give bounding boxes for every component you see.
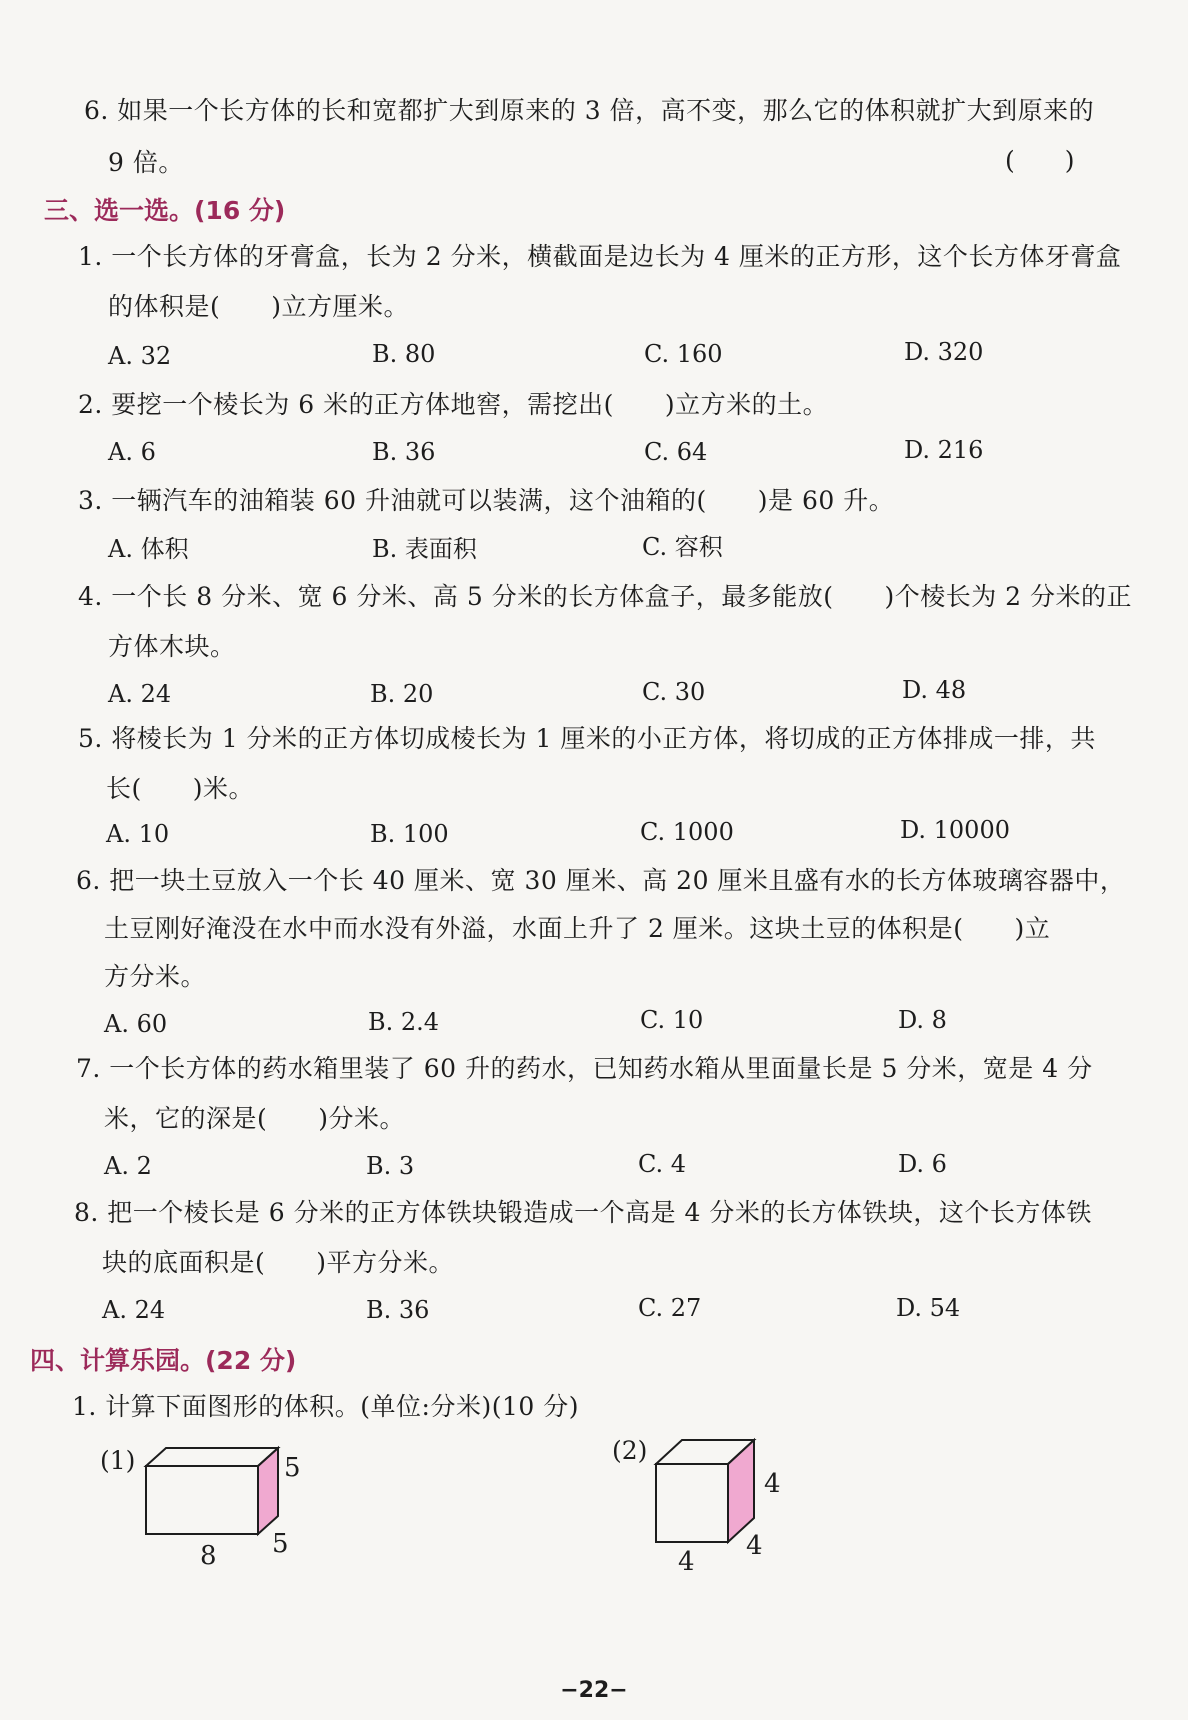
- s3-q8-option-d[interactable]: D. 54: [896, 1294, 961, 1322]
- s3-q7-option-c[interactable]: C. 4: [638, 1150, 687, 1178]
- s3-q3-option-a[interactable]: A. 体积: [108, 535, 189, 563]
- s4-q1-line: 1. 计算下面图形的体积。(单位:分米)(10 分): [72, 1392, 579, 1421]
- s3-q8-option-a[interactable]: A. 24: [102, 1296, 166, 1324]
- s3-q2-option-c[interactable]: C. 64: [644, 438, 708, 466]
- s3-q5-option-b[interactable]: B. 100: [370, 820, 449, 848]
- figure2-label: (2): [612, 1436, 648, 1465]
- s3-q5-option-c[interactable]: C. 1000: [640, 818, 734, 846]
- s3-q6-line3: 方分米。: [104, 962, 207, 991]
- s3-q2-line1: 2. 要挖一个棱长为 6 米的正方体地窖，需挖出( )立方米的土。: [78, 390, 829, 419]
- s3-q1-line1: 1. 一个长方体的牙膏盒，长为 2 分米，横截面是边长为 4 厘米的正方形，这个长方体牙膏盒: [78, 242, 1122, 271]
- q6-prev-line1: 6. 如果一个长方体的长和宽都扩大到原来的 3 倍，高不变，那么它的体积就扩大到原来的: [84, 96, 1095, 125]
- q6-prev-line2: 9 倍。: [108, 148, 184, 177]
- s3-q8-line1: 8. 把一个棱长是 6 分米的正方体铁块锻造成一个高是 4 分米的长方体铁块，这个长方体铁: [74, 1198, 1092, 1227]
- s3-q6-line2: 土豆刚好淹没在水中而水没有外溢，水面上升了 2 厘米。这块土豆的体积是( )立: [104, 914, 1051, 943]
- s3-q4-option-a[interactable]: A. 24: [108, 680, 172, 708]
- figure1-length-label: 8: [200, 1541, 217, 1571]
- s3-q5-option-a[interactable]: A. 10: [106, 820, 170, 848]
- s3-q7-option-b[interactable]: B. 3: [366, 1152, 415, 1180]
- s3-q3-option-b[interactable]: B. 表面积: [372, 535, 477, 563]
- s3-q6-option-a[interactable]: A. 60: [104, 1010, 168, 1038]
- s3-q1-option-b[interactable]: B. 80: [372, 340, 436, 368]
- s3-q8-option-c[interactable]: C. 27: [638, 1294, 702, 1322]
- s3-q1-option-c[interactable]: C. 160: [644, 340, 723, 368]
- s3-q7-line1: 7. 一个长方体的药水箱里装了 60 升的药水，已知药水箱从里面量长是 5 分米，宽是 4 分: [76, 1054, 1093, 1083]
- answer-paren[interactable]: ( ): [1005, 146, 1075, 175]
- figure1-width-label: 5: [272, 1529, 289, 1559]
- page-number: −22−: [560, 1678, 628, 1703]
- figure2-height-label: 4: [764, 1469, 781, 1499]
- figure2-width-label: 4: [746, 1531, 763, 1561]
- s3-q8-option-b[interactable]: B. 36: [366, 1296, 430, 1324]
- s3-q8-line2: 块的底面积是( )平方分米。: [102, 1248, 455, 1277]
- s3-q6-option-d[interactable]: D. 8: [898, 1006, 947, 1034]
- s3-q7-option-d[interactable]: D. 6: [898, 1150, 947, 1178]
- s3-q4-option-d[interactable]: D. 48: [902, 676, 967, 704]
- figure1-label: (1): [100, 1446, 136, 1475]
- s3-q2-option-b[interactable]: B. 36: [372, 438, 436, 466]
- s3-q6-line1: 6. 把一块土豆放入一个长 40 厘米、宽 30 厘米、高 20 厘米且盛有水的长方体玻璃容器中，: [76, 866, 1126, 895]
- s3-q6-option-b[interactable]: B. 2.4: [368, 1008, 440, 1036]
- s3-q4-option-c[interactable]: C. 30: [642, 678, 706, 706]
- s3-q2-option-a[interactable]: A. 6: [108, 438, 156, 466]
- s3-q5-line2: 长( )米。: [106, 774, 255, 803]
- figure2-labels: [652, 1436, 802, 1576]
- s3-q4-line2: 方体木块。: [108, 632, 236, 661]
- section4-title: 四、计算乐园。(22 分): [30, 1346, 297, 1375]
- s3-q3-option-c[interactable]: C. 容积: [642, 533, 723, 561]
- s3-q1-option-d[interactable]: D. 320: [904, 338, 984, 366]
- s3-q7-line2: 米，它的深是( )分米。: [104, 1104, 406, 1133]
- s3-q4-option-b[interactable]: B. 20: [370, 680, 434, 708]
- s3-q7-option-a[interactable]: A. 2: [104, 1152, 152, 1180]
- s3-q2-option-d[interactable]: D. 216: [904, 436, 984, 464]
- s3-q5-option-d[interactable]: D. 10000: [900, 816, 1010, 844]
- s3-q6-option-c[interactable]: C. 10: [640, 1006, 704, 1034]
- section3-title: 三、选一选。(16 分): [44, 196, 286, 225]
- s3-q1-line2: 的体积是( )立方厘米。: [108, 292, 410, 321]
- s3-q5-line1: 5. 将棱长为 1 分米的正方体切成棱长为 1 厘米的小正方体，将切成的正方体排成一排，共: [78, 724, 1096, 753]
- figure2-length-label: 4: [678, 1547, 695, 1577]
- figure1-labels: [140, 1440, 340, 1570]
- s3-q1-option-a[interactable]: A. 32: [108, 342, 172, 370]
- s3-q4-line1: 4. 一个长 8 分米、宽 6 分米、高 5 分米的长方体盒子，最多能放( )个棱长为 2 分米的正: [78, 582, 1133, 611]
- s3-q3-line1: 3. 一辆汽车的油箱装 60 升油就可以装满，这个油箱的( )是 60 升。: [78, 486, 895, 515]
- figure1-height-label: 5: [284, 1453, 301, 1483]
